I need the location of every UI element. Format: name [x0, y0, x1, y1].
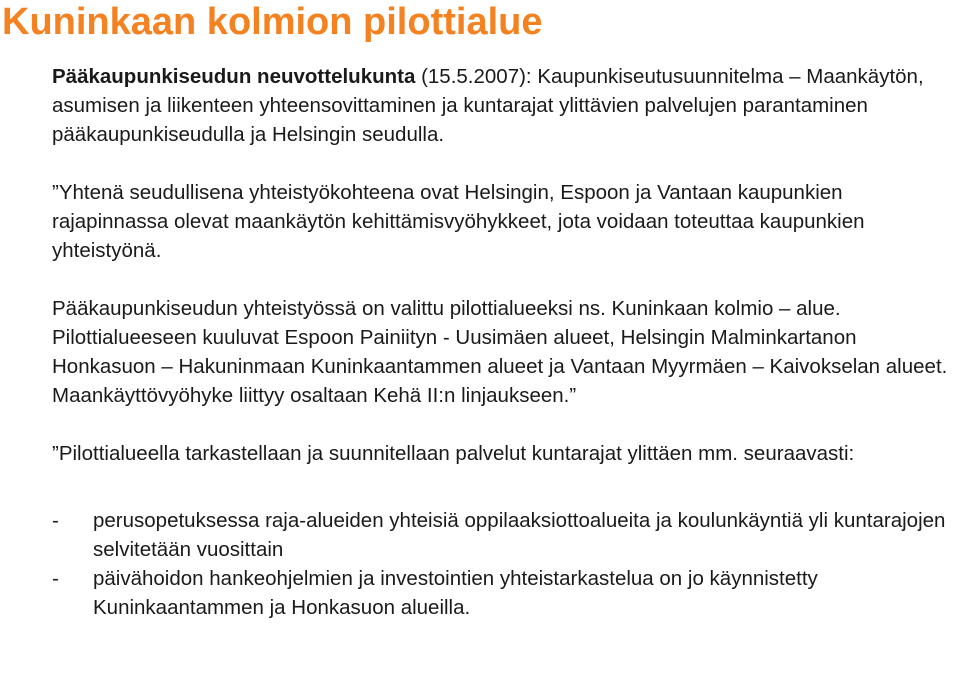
bullet-item-education	[52, 506, 957, 564]
slide-body	[52, 62, 957, 622]
quote-paragraph-services: ”Pilottialueella tarkastellaan ja suunnitellaan palvelut kuntarajat ylittäen mm. seuraavasti:	[52, 442, 855, 465]
quote-paragraph-pilot-area: Pääkaupunkiseudun yhteistyössä on valittu pilottialueeksi ns. Kuninkaan kolmio – alue. Pilottialueeseen kuuluvat Espoon Painiityn - Uusimäen alueet, Helsingin Malminkartanon Honkasuon – Hakuninmaan Kuninkaantammen alueet ja Vantaan Myyrmäen – Kaivokselan alueet. Maankäyttövyöhyke liittyy osaltaan Kehä II:n linjaukseen.”	[52, 297, 948, 407]
slide-title: Kuninkaan kolmion pilottialue	[2, 1, 543, 43]
bullet-item-daycare	[52, 564, 957, 622]
service-bullet-list	[52, 506, 957, 622]
intro-paragraph	[52, 62, 957, 149]
intro-lead: Pääkaupunkiseudun neuvottelukunta	[52, 65, 416, 88]
bullet-text: päivähoidon hankeohjelmien ja investointien yhteistarkastelua on jo käynnistetty Kuninkaantammen ja Honkasuon alueilla.	[93, 567, 818, 619]
bullet-marker: -	[52, 567, 59, 590]
quote-paragraph-development-zones: ”Yhtenä seudullisena yhteistyökohteena ovat Helsingin, Espoon ja Vantaan kaupunkien rajapinnassa olevat maankäytön kehittämisvyöhykkeet, jota voidaan toteuttaa kaupunkien yhteistyönä.	[52, 181, 865, 262]
bullet-text: perusopetuksessa raja-alueiden yhteisiä oppilaaksiottoalueita ja koulunkäyntiä yli kuntarajojen selvitetään vuosittain	[93, 509, 946, 561]
intro-rest: (15.5.2007): Kaupunkiseutusuunnitelma – Maankäytön, asumisen ja liikenteen yhteensovittaminen ja kuntarajat ylittävien palvelujen parantaminen pääkaupunkiseudulla ja Helsingin seudulla.	[52, 65, 924, 146]
bullet-marker: -	[52, 509, 59, 532]
